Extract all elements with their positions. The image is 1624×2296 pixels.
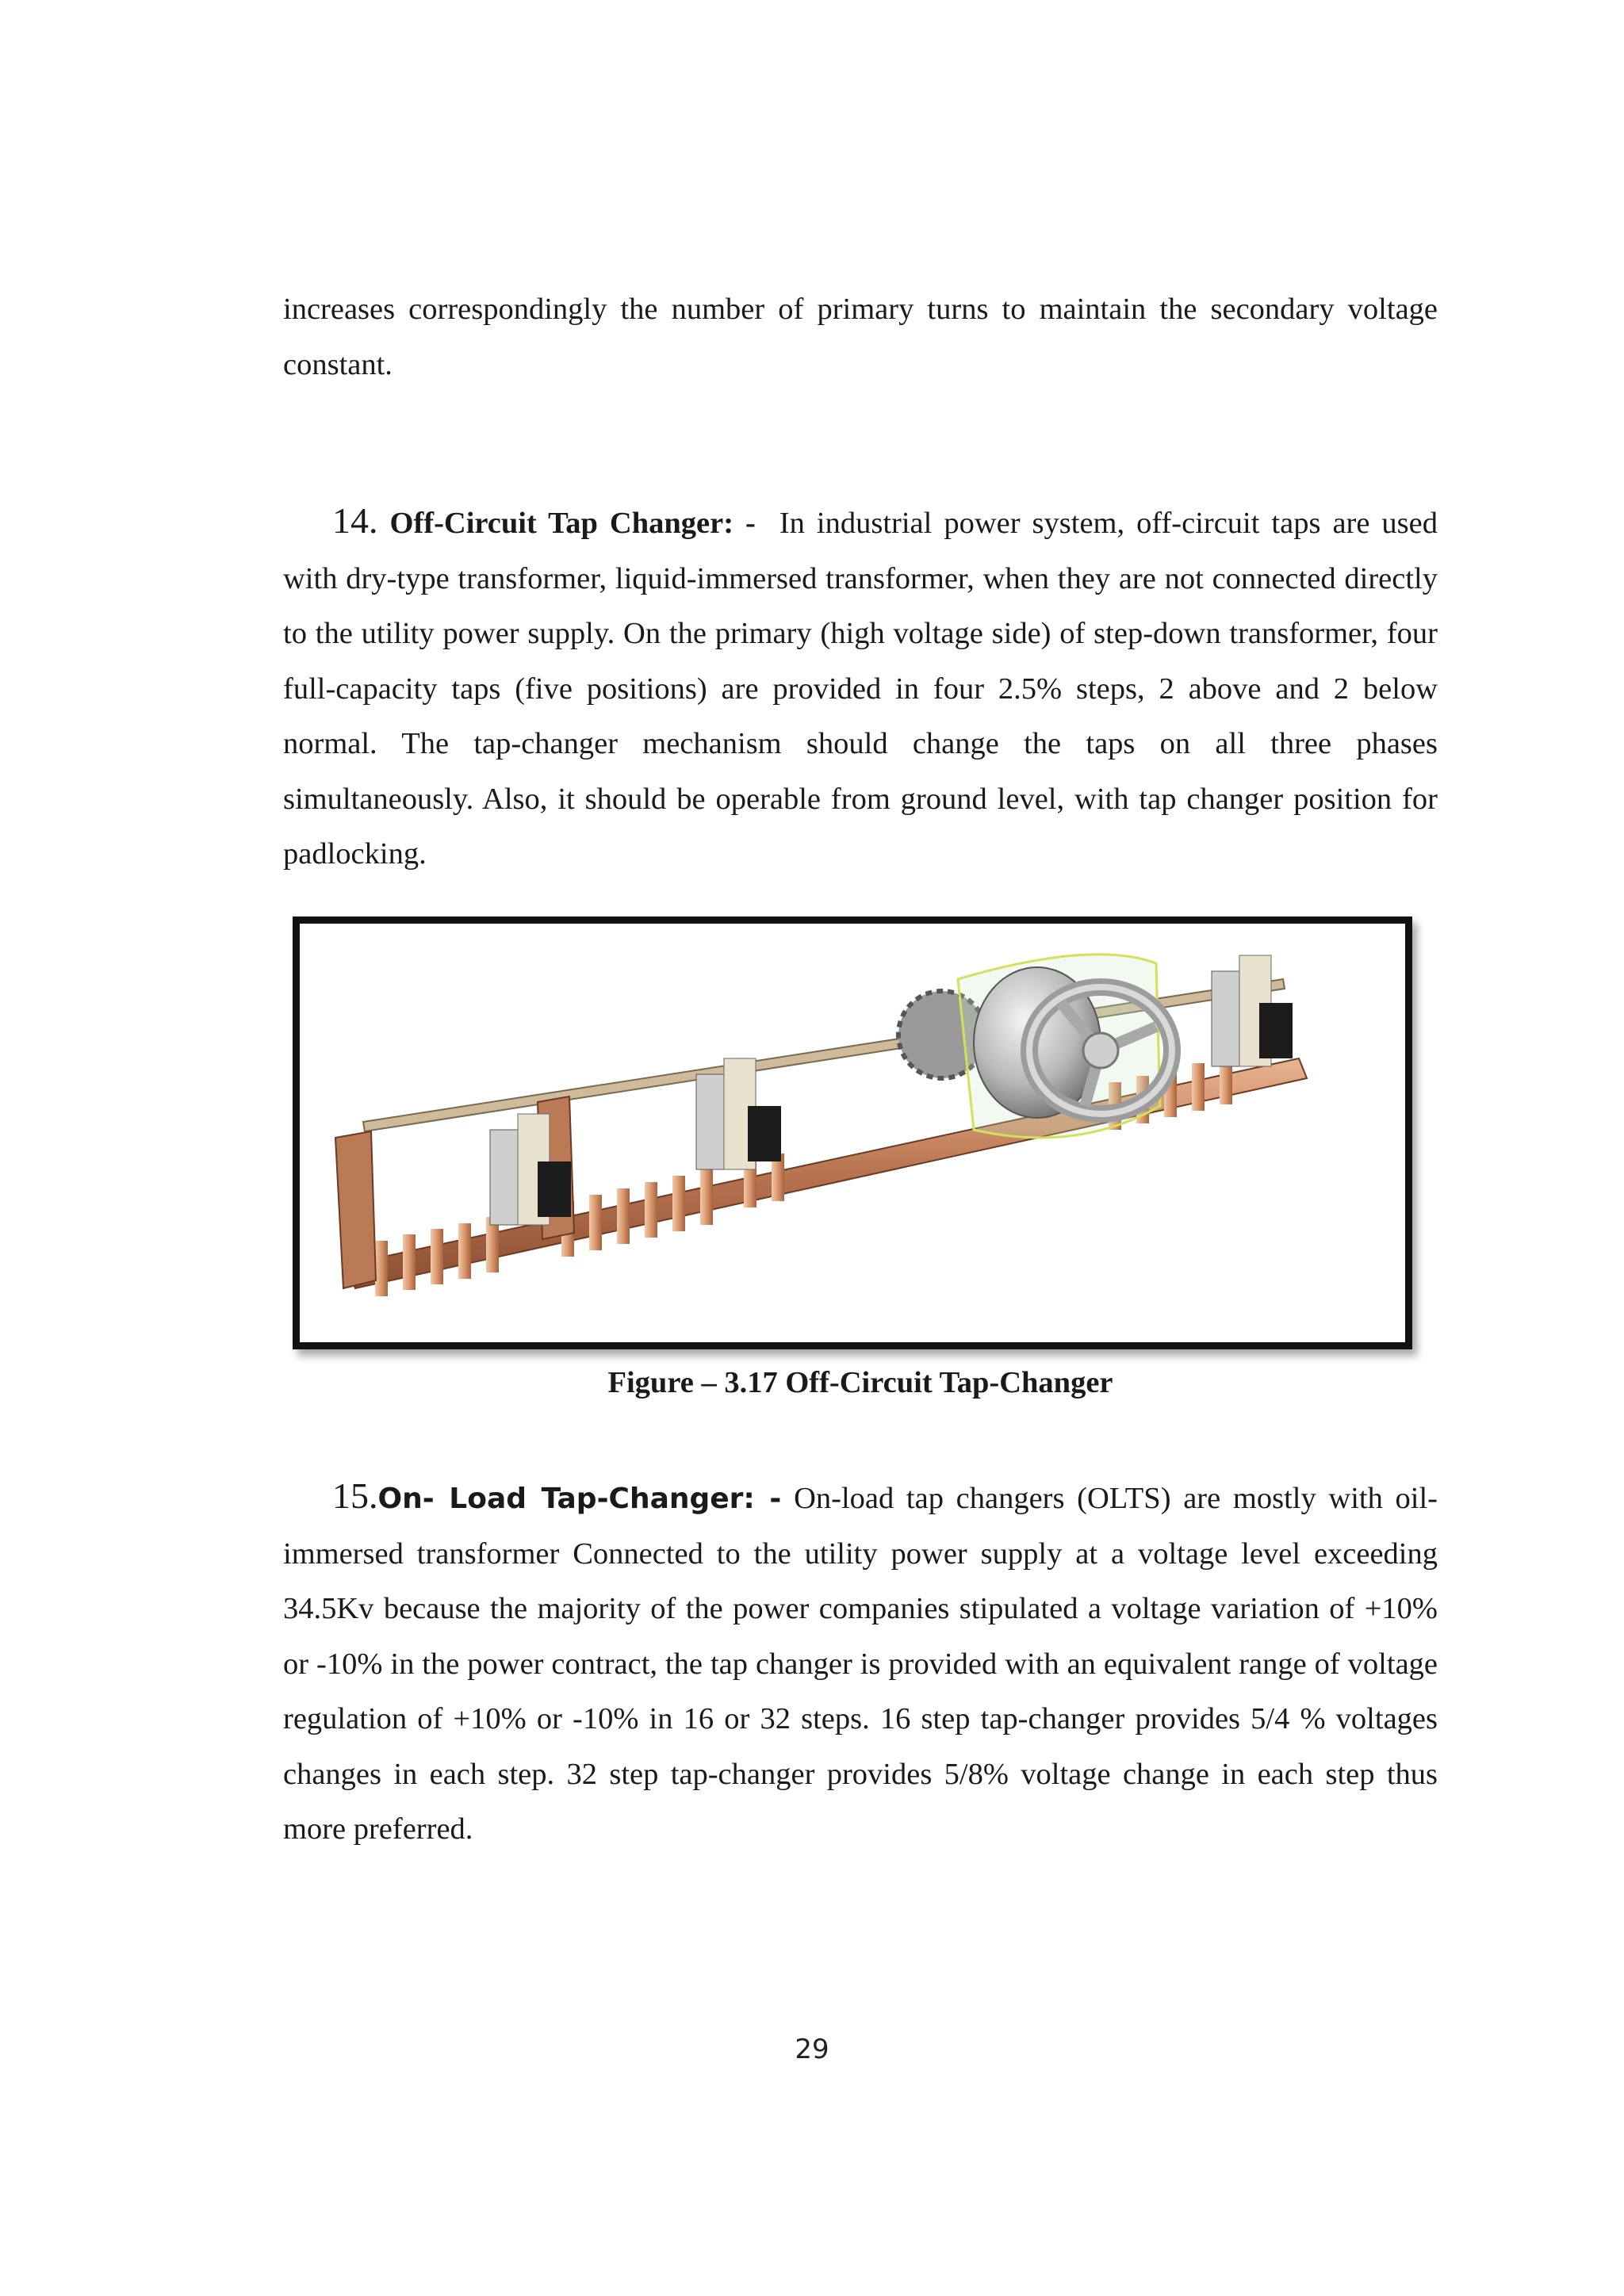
intro-paragraph: increases correspondingly the number of primary turns to maintain the secondary voltage constant. <box>283 293 1438 381</box>
page-number: 29 <box>795 2034 829 2065</box>
section-15-number: 15. <box>332 1475 378 1516</box>
figure-frame <box>293 916 1412 1349</box>
section-14-title: Off-Circuit Tap Changer: - <box>389 507 756 540</box>
section-15-title: On- Load Tap-Changer: - <box>377 1483 782 1515</box>
tap-changer-illustration <box>300 924 1405 1342</box>
figure-caption: Figure – 3.17 Off-Circuit Tap-Changer <box>607 1366 1113 1399</box>
section-14-body: In industrial power system, off-circuit taps are used with dry-type transformer, liquid-immersed transformer, when they are not connected directly to the utility power supply. On the primary (high voltage side) of step-down transformer, four full-capacity taps (five positions) are provided in four 2.5% steps, 2 above and 2 below normal. The tap-changer mechanism should change the taps on all three phases simultaneously. Also, it should be operable from ground level, with tap changer position for padlocking. <box>283 507 1438 871</box>
section-14 <box>283 493 1438 882</box>
section-15 <box>283 1468 1438 1858</box>
section-15-body: On-load tap changers (OLTS) are mostly with oil-immersed transformer Connected to the utility power supply at a voltage level exceeding 34.5Kv because the majority of the power companies stipulated a voltage variation of +10% or -10% in the power contract, the tap changer is provided with an equivalent range of voltage regulation of +10% or -10% in 16 or 32 steps. 16 step tap-changer provides 5/4 % voltages changes in each step. 32 step tap-changer provides 5/8% voltage change in each step thus more preferred. <box>283 1482 1438 1846</box>
section-14-number: 14. <box>332 500 378 541</box>
